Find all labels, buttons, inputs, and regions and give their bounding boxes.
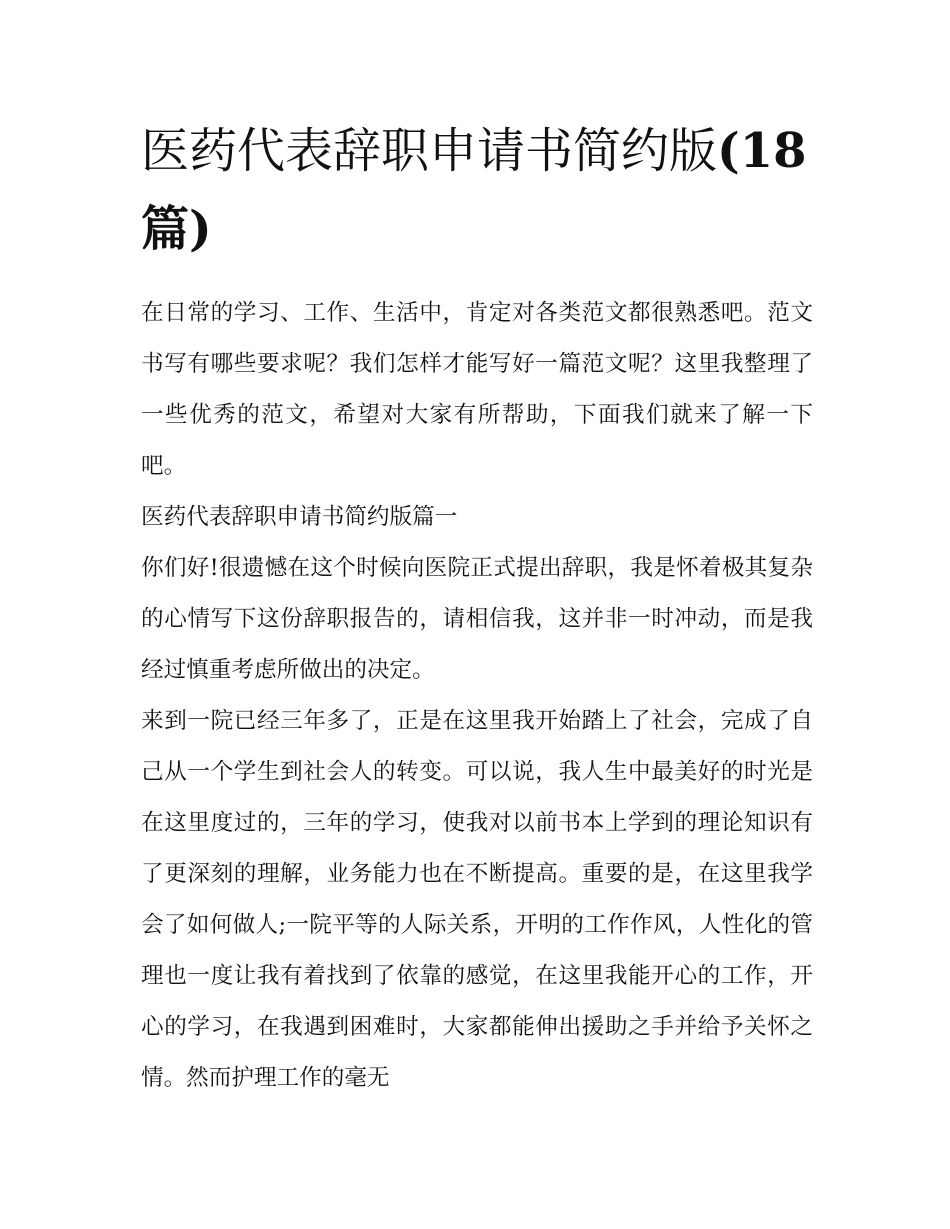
title-main: 医药代表辞职申请书简约版 [141, 123, 718, 179]
body-paragraph: 你们好!很遗憾在这个时候向医院正式提出辞职，我是怀着极其复杂的心情写下这份辞职报告的，请相信我，这并非一时冲动，而是我经过慎重考虑所做出的决定。 [141, 555, 813, 683]
body-paragraph: 来到一院已经三年多了，正是在这里我开始踏上了社会，完成了自己从一个学生到社会人的转变。可以说，我人生中最美好的时光是在这里度过的，三年的学习，使我对以前书本上学到的理论知识有了更深刻的理解，业务能力也在不断提高。重要的是，在这里我学会了如何做人;一院平等的人际关系，开明的工作作风，人性化的管理也一度让我有着找到了依靠的感觉，在这里我能开心的工作，开心的学习，在我遇到困难时，大家都能伸出援助之手并给予关怀之情。然而护理工作的毫无 [141, 708, 813, 1091]
title-suffix: (18 [717, 123, 807, 179]
document-content [141, 112, 813, 1104]
section-heading: 医药代表辞职申请书简约版篇一 [141, 504, 458, 530]
document-title [141, 112, 813, 268]
intro-paragraph: 在日常的学习、工作、生活中，肯定对各类范文都很熟悉吧。范文书写有哪些要求呢？我们怎样才能写好一篇范文呢？这里我整理了一些优秀的范文，希望对大家有所帮助，下面我们就来了解一下吧。 [141, 300, 813, 479]
title-line-2: 篇) [141, 201, 212, 257]
document-body [141, 288, 813, 1104]
